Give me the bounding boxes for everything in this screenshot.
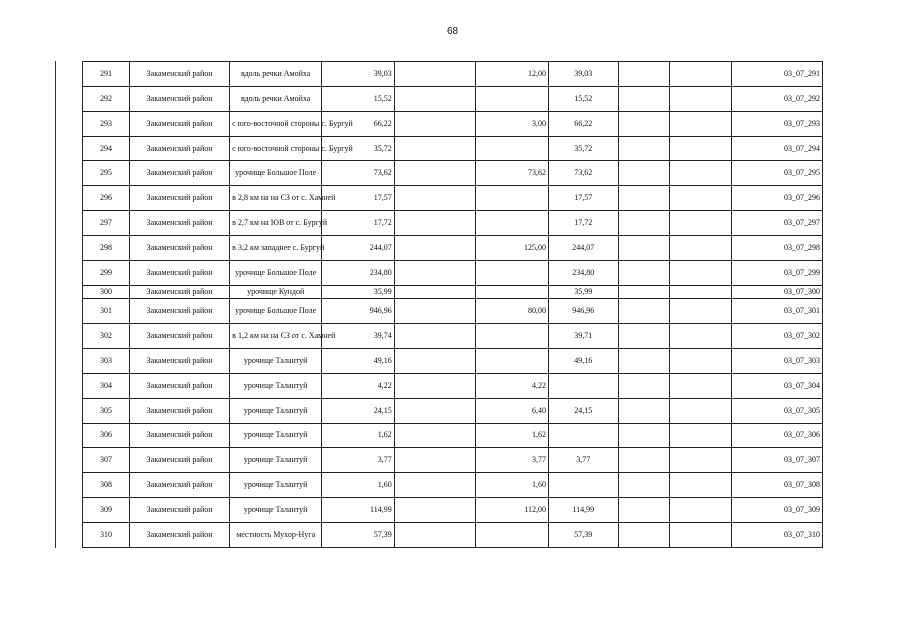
value-f-cell xyxy=(669,236,731,261)
row-number: 303 xyxy=(83,348,130,373)
district-cell: Закаменский район xyxy=(130,186,230,211)
value-b-cell xyxy=(394,285,476,298)
row-number: 296 xyxy=(83,186,130,211)
row-number: 309 xyxy=(83,498,130,523)
value-b-cell xyxy=(394,473,476,498)
value-f-cell xyxy=(669,373,731,398)
row-number: 301 xyxy=(83,299,130,324)
value-e-cell xyxy=(618,348,669,373)
value-f-cell xyxy=(669,161,731,186)
district-cell: Закаменский район xyxy=(130,398,230,423)
registry-code-cell: 03_07_296 xyxy=(731,186,822,211)
value-f-cell xyxy=(669,522,731,547)
district-cell: Закаменский район xyxy=(130,62,230,87)
value-b-cell xyxy=(394,373,476,398)
table-row xyxy=(83,423,823,448)
value-f-cell xyxy=(669,299,731,324)
location-cell: урочище Талантуй xyxy=(230,498,322,523)
value-d-cell: 73,62 xyxy=(549,161,619,186)
value-b-cell xyxy=(394,86,476,111)
value-e-cell xyxy=(618,498,669,523)
table-row xyxy=(83,299,823,324)
area-total-cell: 73,62 xyxy=(322,161,395,186)
value-f-cell xyxy=(669,285,731,298)
value-e-cell xyxy=(618,473,669,498)
registry-code-cell: 03_07_306 xyxy=(731,423,822,448)
area-total-cell: 39,03 xyxy=(322,62,395,87)
district-cell: Закаменский район xyxy=(130,86,230,111)
value-e-cell xyxy=(618,236,669,261)
area-total-cell: 57,39 xyxy=(322,522,395,547)
district-cell: Закаменский район xyxy=(130,111,230,136)
row-number: 310 xyxy=(83,522,130,547)
value-d-cell: 3,77 xyxy=(549,448,619,473)
registry-code-cell: 03_07_299 xyxy=(731,260,822,285)
value-b-cell xyxy=(394,111,476,136)
margin-line xyxy=(55,61,56,548)
district-cell: Закаменский район xyxy=(130,348,230,373)
row-number: 297 xyxy=(83,211,130,236)
value-c-cell xyxy=(476,324,549,349)
value-b-cell xyxy=(394,186,476,211)
table-row xyxy=(83,86,823,111)
table-row xyxy=(83,236,823,261)
district-cell: Закаменский район xyxy=(130,473,230,498)
value-b-cell xyxy=(394,324,476,349)
value-c-cell xyxy=(476,285,549,298)
area-total-cell: 4,22 xyxy=(322,373,395,398)
registry-code-cell: 03_07_308 xyxy=(731,473,822,498)
value-d-cell: 946,96 xyxy=(549,299,619,324)
row-number: 305 xyxy=(83,398,130,423)
value-c-cell xyxy=(476,260,549,285)
location-cell: в 1,2 км на на СЗ от с. Хамней xyxy=(230,324,322,349)
value-d-cell: 35,99 xyxy=(549,285,619,298)
value-f-cell xyxy=(669,423,731,448)
value-e-cell xyxy=(618,161,669,186)
table-row xyxy=(83,136,823,161)
value-e-cell xyxy=(618,186,669,211)
table-row xyxy=(83,111,823,136)
value-d-cell: 39,71 xyxy=(549,324,619,349)
value-e-cell xyxy=(618,285,669,298)
registry-code-cell: 03_07_302 xyxy=(731,324,822,349)
table-row xyxy=(83,62,823,87)
district-cell: Закаменский район xyxy=(130,136,230,161)
value-e-cell xyxy=(618,111,669,136)
value-e-cell xyxy=(618,211,669,236)
district-cell: Закаменский район xyxy=(130,299,230,324)
location-cell: урочище Большое Поле xyxy=(230,260,322,285)
value-f-cell xyxy=(669,448,731,473)
area-total-cell: 234,80 xyxy=(322,260,395,285)
location-cell: урочище Талантуй xyxy=(230,348,322,373)
value-e-cell xyxy=(618,62,669,87)
value-e-cell xyxy=(618,136,669,161)
table-row xyxy=(83,285,823,298)
registry-code-cell: 03_07_301 xyxy=(731,299,822,324)
district-cell: Закаменский район xyxy=(130,211,230,236)
value-d-cell: 114,99 xyxy=(549,498,619,523)
table-row xyxy=(83,522,823,547)
value-c-cell: 1,60 xyxy=(476,473,549,498)
district-cell: Закаменский район xyxy=(130,498,230,523)
value-b-cell xyxy=(394,423,476,448)
value-f-cell xyxy=(669,211,731,236)
value-b-cell xyxy=(394,260,476,285)
row-number: 299 xyxy=(83,260,130,285)
value-e-cell xyxy=(618,423,669,448)
registry-code-cell: 03_07_309 xyxy=(731,498,822,523)
row-number: 304 xyxy=(83,373,130,398)
value-d-cell: 17,57 xyxy=(549,186,619,211)
area-total-cell: 24,15 xyxy=(322,398,395,423)
value-f-cell xyxy=(669,86,731,111)
value-c-cell: 4,22 xyxy=(476,373,549,398)
value-c-cell xyxy=(476,186,549,211)
value-b-cell xyxy=(394,136,476,161)
value-d-cell: 15,52 xyxy=(549,86,619,111)
area-total-cell: 66,22 xyxy=(322,111,395,136)
row-number: 308 xyxy=(83,473,130,498)
registry-code-cell: 03_07_300 xyxy=(731,285,822,298)
value-e-cell xyxy=(618,522,669,547)
value-e-cell xyxy=(618,260,669,285)
value-d-cell: 35,72 xyxy=(549,136,619,161)
value-d-cell xyxy=(549,423,619,448)
area-total-cell: 244,07 xyxy=(322,236,395,261)
value-c-cell: 73,62 xyxy=(476,161,549,186)
value-c-cell: 12,00 xyxy=(476,62,549,87)
location-cell: вдоль речки Амойха xyxy=(230,62,322,87)
registry-code-cell: 03_07_303 xyxy=(731,348,822,373)
district-cell: Закаменский район xyxy=(130,448,230,473)
value-c-cell: 112,00 xyxy=(476,498,549,523)
value-c-cell xyxy=(476,136,549,161)
registry-code-cell: 03_07_297 xyxy=(731,211,822,236)
value-f-cell xyxy=(669,348,731,373)
value-c-cell: 80,00 xyxy=(476,299,549,324)
location-cell: в 2,8 км на на СЗ от с. Хамней xyxy=(230,186,322,211)
area-total-cell: 17,57 xyxy=(322,186,395,211)
value-f-cell xyxy=(669,136,731,161)
value-b-cell xyxy=(394,161,476,186)
value-e-cell xyxy=(618,398,669,423)
value-f-cell xyxy=(669,398,731,423)
table-row xyxy=(83,186,823,211)
registry-code-cell: 03_07_298 xyxy=(731,236,822,261)
location-cell: в 3,2 км западнее с. Бургуй xyxy=(230,236,322,261)
value-b-cell xyxy=(394,522,476,547)
row-number: 300 xyxy=(83,285,130,298)
district-cell: Закаменский район xyxy=(130,522,230,547)
table-row xyxy=(83,398,823,423)
value-c-cell: 1,62 xyxy=(476,423,549,448)
value-b-cell xyxy=(394,398,476,423)
location-cell: местность Мухор-Нуга xyxy=(230,522,322,547)
table-row xyxy=(83,260,823,285)
district-cell: Закаменский район xyxy=(130,236,230,261)
value-d-cell xyxy=(549,473,619,498)
value-b-cell xyxy=(394,498,476,523)
value-b-cell xyxy=(394,348,476,373)
row-number: 298 xyxy=(83,236,130,261)
registry-code-cell: 03_07_292 xyxy=(731,86,822,111)
value-b-cell xyxy=(394,236,476,261)
registry-code-cell: 03_07_310 xyxy=(731,522,822,547)
area-total-cell: 114,99 xyxy=(322,498,395,523)
district-cell: Закаменский район xyxy=(130,423,230,448)
location-cell: с юго-восточной стороны с. Бургуй xyxy=(230,136,322,161)
value-c-cell: 125,00 xyxy=(476,236,549,261)
value-f-cell xyxy=(669,111,731,136)
value-e-cell xyxy=(618,324,669,349)
row-number: 306 xyxy=(83,423,130,448)
area-total-cell: 15,52 xyxy=(322,86,395,111)
row-number: 291 xyxy=(83,62,130,87)
value-f-cell xyxy=(669,260,731,285)
table-row xyxy=(83,373,823,398)
row-number: 295 xyxy=(83,161,130,186)
area-total-cell: 3,77 xyxy=(322,448,395,473)
location-cell: урочище Талантуй xyxy=(230,473,322,498)
value-c-cell: 3,00 xyxy=(476,111,549,136)
value-d-cell: 57,39 xyxy=(549,522,619,547)
location-cell: урочище Талантуй xyxy=(230,373,322,398)
location-cell: в 2,7 км на ЮВ от с. Бургуй xyxy=(230,211,322,236)
value-e-cell xyxy=(618,373,669,398)
value-b-cell xyxy=(394,299,476,324)
registry-code-cell: 03_07_295 xyxy=(731,161,822,186)
value-d-cell: 244,07 xyxy=(549,236,619,261)
location-cell: урочище Талантуй xyxy=(230,448,322,473)
district-cell: Закаменский район xyxy=(130,285,230,298)
registry-code-cell: 03_07_294 xyxy=(731,136,822,161)
value-f-cell xyxy=(669,186,731,211)
registry-code-cell: 03_07_307 xyxy=(731,448,822,473)
location-cell: урочище Большое Поле xyxy=(230,161,322,186)
area-total-cell: 39,74 xyxy=(322,324,395,349)
row-number: 302 xyxy=(83,324,130,349)
table-row xyxy=(83,498,823,523)
value-c-cell xyxy=(476,348,549,373)
location-cell: вдоль речки Амойха xyxy=(230,86,322,111)
value-c-cell xyxy=(476,86,549,111)
value-e-cell xyxy=(618,86,669,111)
value-e-cell xyxy=(618,299,669,324)
page-number: 68 xyxy=(446,26,459,37)
table-row xyxy=(83,161,823,186)
value-f-cell xyxy=(669,498,731,523)
registry-code-cell: 03_07_305 xyxy=(731,398,822,423)
table-row xyxy=(83,348,823,373)
value-d-cell: 39,03 xyxy=(549,62,619,87)
area-total-cell: 35,99 xyxy=(322,285,395,298)
table-row xyxy=(83,324,823,349)
value-f-cell xyxy=(669,62,731,87)
registry-code-cell: 03_07_293 xyxy=(731,111,822,136)
registry-code-cell: 03_07_291 xyxy=(731,62,822,87)
row-number: 293 xyxy=(83,111,130,136)
location-cell: урочище Талантуй xyxy=(230,423,322,448)
table-row xyxy=(83,448,823,473)
area-total-cell: 1,60 xyxy=(322,473,395,498)
area-total-cell: 17,72 xyxy=(322,211,395,236)
district-cell: Закаменский район xyxy=(130,324,230,349)
value-c-cell: 6,40 xyxy=(476,398,549,423)
table-row xyxy=(83,211,823,236)
row-number: 294 xyxy=(83,136,130,161)
table-row xyxy=(83,473,823,498)
land-register-table xyxy=(82,61,823,548)
location-cell: урочище Кундой xyxy=(230,285,322,298)
district-cell: Закаменский район xyxy=(130,373,230,398)
registry-code-cell: 03_07_304 xyxy=(731,373,822,398)
value-d-cell: 234,80 xyxy=(549,260,619,285)
area-total-cell: 946,96 xyxy=(322,299,395,324)
value-d-cell: 17,72 xyxy=(549,211,619,236)
area-total-cell: 35,72 xyxy=(322,136,395,161)
value-d-cell: 49,16 xyxy=(549,348,619,373)
district-cell: Закаменский район xyxy=(130,161,230,186)
value-b-cell xyxy=(394,62,476,87)
value-c-cell xyxy=(476,211,549,236)
value-f-cell xyxy=(669,473,731,498)
value-c-cell xyxy=(476,522,549,547)
district-cell: Закаменский район xyxy=(130,260,230,285)
value-e-cell xyxy=(618,448,669,473)
value-b-cell xyxy=(394,448,476,473)
location-cell: с юго-восточной стороны с. Бургуй xyxy=(230,111,322,136)
value-d-cell: 24,15 xyxy=(549,398,619,423)
value-d-cell xyxy=(549,373,619,398)
row-number: 292 xyxy=(83,86,130,111)
location-cell: урочище Большое Поле xyxy=(230,299,322,324)
location-cell: урочище Талантуй xyxy=(230,398,322,423)
row-number: 307 xyxy=(83,448,130,473)
value-b-cell xyxy=(394,211,476,236)
value-f-cell xyxy=(669,324,731,349)
area-total-cell: 1,62 xyxy=(322,423,395,448)
area-total-cell: 49,16 xyxy=(322,348,395,373)
value-c-cell: 3,77 xyxy=(476,448,549,473)
value-d-cell: 66,22 xyxy=(549,111,619,136)
